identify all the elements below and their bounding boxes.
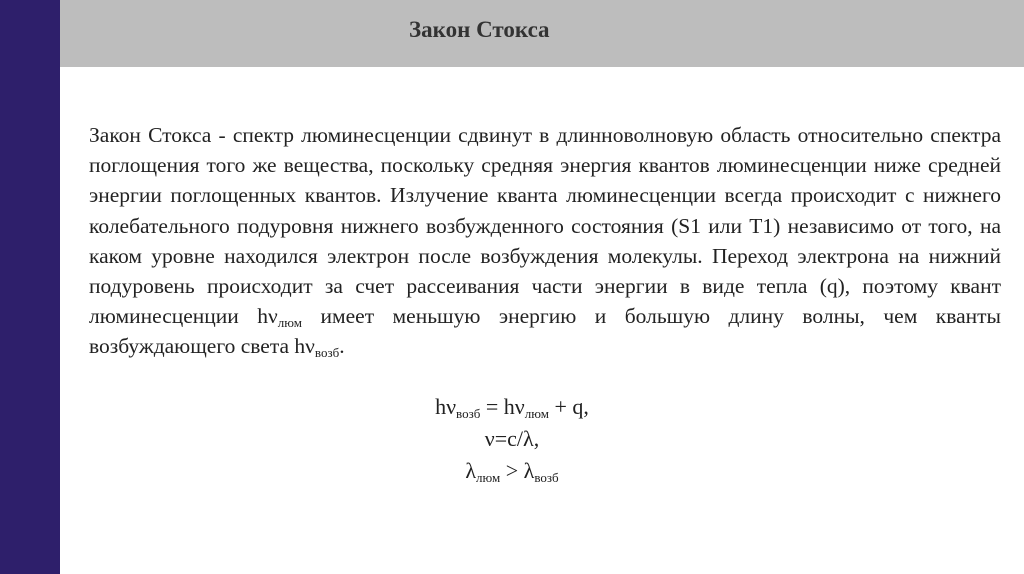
eq3-sub-b: возб xyxy=(534,470,559,485)
equation-energy xyxy=(0,394,1024,420)
left-accent-bar xyxy=(0,0,60,574)
eq1-term-c: + q, xyxy=(548,394,589,419)
subscript-vozb: возб xyxy=(314,345,340,361)
equation-frequency: ν=c/λ, xyxy=(484,426,540,451)
eq3-term-b: > λ xyxy=(500,458,535,483)
eq3-term-a: λ xyxy=(465,458,476,483)
paragraph-text-continued: имеет меньшую энергию и большую длину волны, чем кванты возбуждающего света hν xyxy=(89,304,1002,359)
eq1-term-a: hν xyxy=(435,394,457,419)
paragraph-period: . xyxy=(339,334,345,359)
eq3-sub-a: люм xyxy=(476,470,501,485)
equation-wavelength xyxy=(0,458,1024,484)
eq1-sub-a: возб xyxy=(456,406,481,421)
paragraph-text: Закон Стокса - спектр люминесценции сдвинут в длинноволновую область относительно спектра поглощения того же вещества, поскольку средняя энергия квантов люминесценции ниже средней энергии поглощенных квантов. Излучение кванта люминесценции всегда происходит с нижнего колебательного подуровня нижнего возбужденного состояния (S1 или T1) независимо от того, на каком уровне находился электрон после возбуждения молекулы. Переход электрона на нижний подуровень происходит за счет рассеивания части энергии в виде тепла (q), поэтому квант люминесценции hν xyxy=(89,123,1001,329)
body-paragraph xyxy=(89,120,1001,362)
subscript-lum: люм xyxy=(277,315,303,331)
slide-title: Закон Стокса xyxy=(409,17,550,42)
eq1-term-b: = hν xyxy=(480,394,525,419)
eq1-sub-b: люм xyxy=(524,406,549,421)
